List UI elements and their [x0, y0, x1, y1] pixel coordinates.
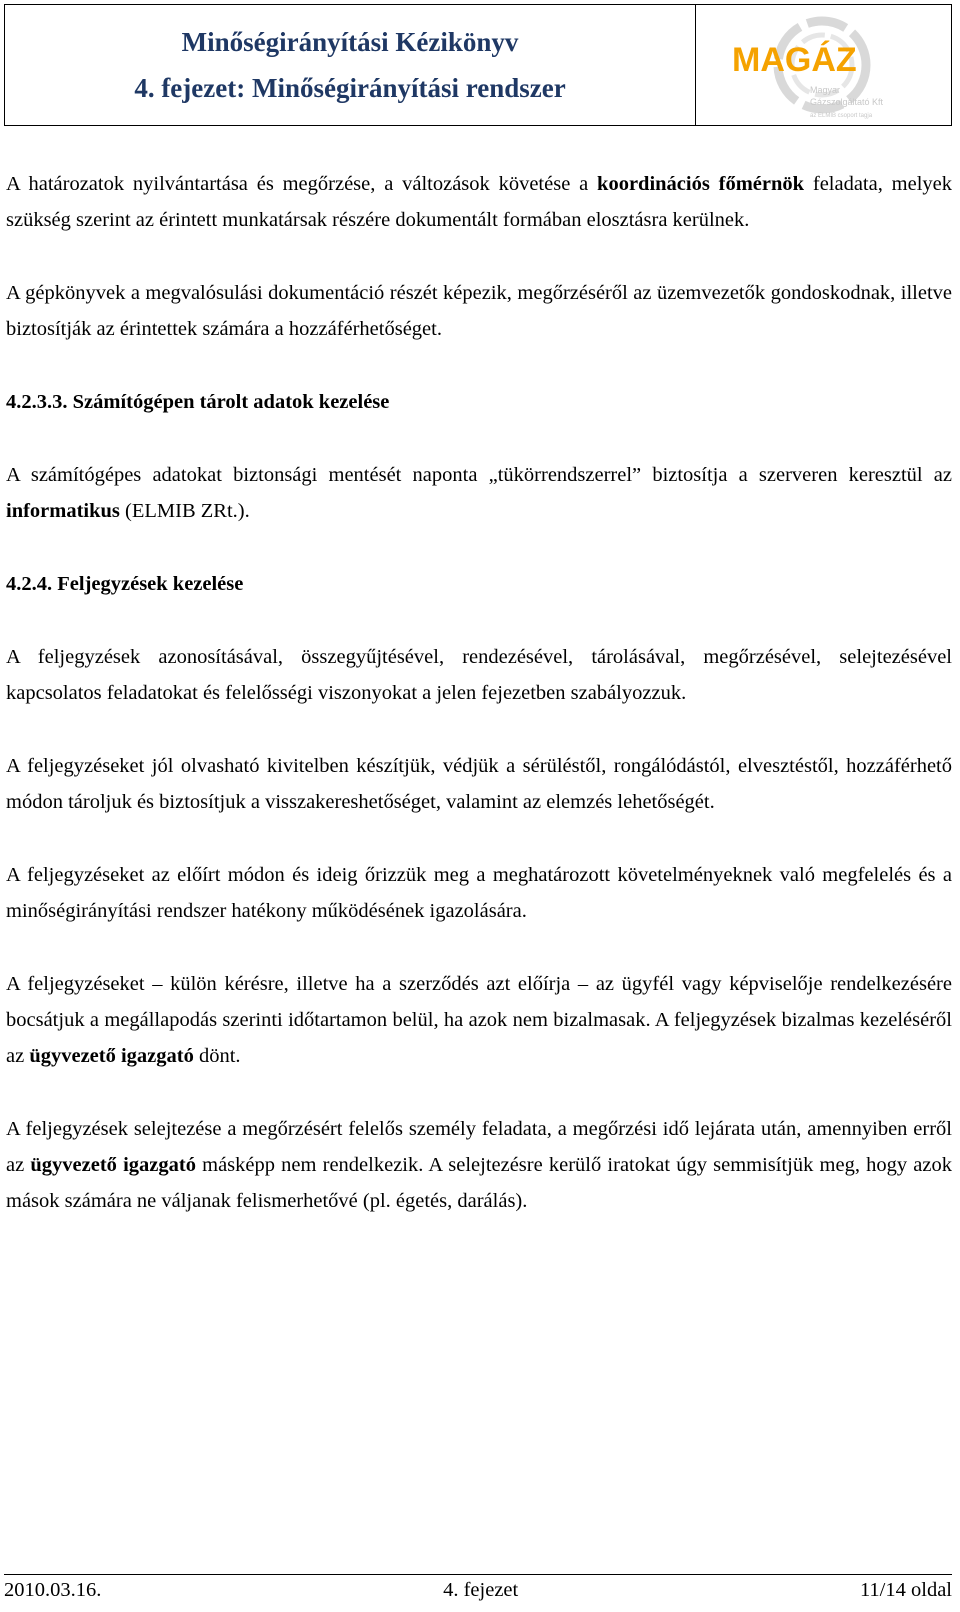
section-heading-records: 4.2.4. Feljegyzések kezelése [6, 573, 244, 595]
logo-wordmark: MAGÁZ [732, 41, 857, 79]
document-title: Minőségirányítási Kézikönyv [181, 27, 519, 57]
section-heading-computer-data: 4.2.3.3. Számítógépen tárolt adatok kezelése [6, 391, 390, 413]
paragraph-records-readable: A feljegyzéseket jól olvasható kivitelben készítjük, védjük a sérüléstől, rongálódástól, elvesztéstől, hozzáférhető módon tároljuk és biztosítjuk a visszakereshetőséget, valamint az elemzés lehetőségét. [6, 755, 952, 813]
role-managing-director-2: ügyvezető igazgató [30, 1154, 196, 1176]
header-titles [5, 5, 696, 125]
role-it-specialist: informatikus [6, 500, 120, 522]
company-logo [696, 5, 951, 125]
footer-date: 2010.03.16. [4, 1579, 102, 1601]
page-header [4, 4, 952, 126]
chapter-title: 4. fejezet: Minőségirányítási rendszer [134, 73, 566, 103]
footer-page-number: 11/14 oldal [859, 1579, 952, 1601]
paragraph-records-retention: A feljegyzéseket az előírt módon és ideig őrizzük meg a meghatározott követelményeknek való megfelelés és a minőségirányítási rendszer hatékony működésének igazolására. [6, 864, 952, 922]
role-coordination-engineer: koordinációs főmérnök [597, 173, 805, 195]
paragraph-records-tasks: A feljegyzések azonosításával, összegyűjtésével, rendezésével, tárolásával, megőrzésével, selejtezésével kapcsolatos feladatokat és felelősségi viszonyokat a jelen fejezetben szabályozzuk. [6, 646, 952, 704]
role-managing-director: ügyvezető igazgató [29, 1045, 194, 1067]
logo-line-1: Magyar [810, 85, 841, 95]
paragraph-computer-backup: A számítógépes adatokat biztonsági mentését naponta „tükörrendszerrel” biztosítja a szerveren keresztül az informatikus (ELMIB ZRt.). [6, 464, 952, 522]
page-footer [4, 1574, 952, 1605]
logo-line-2: Gázszolgáltató Kft [810, 97, 884, 107]
magaz-logo-image [726, 11, 926, 123]
paragraph-records-disposal: A feljegyzések selejtezése a megőrzésért felelős személy feladata, a megőrzési idő lejárata után, amennyiben erről az ügyvezető igazgató másképp nem rendelkezik. A selejtezésre kerülő iratokat úgy semmisítjük meg, hogy azok mások számára ne váljanak felismerhetővé (pl. égetés, darálás). [6, 1118, 952, 1212]
paragraph-records-client-access: A feljegyzéseket – külön kérésre, illetve ha a szerződés azt előírja – az ügyfél vagy képviselője rendelkezésére bocsátjuk a megállapodás szerinti időtartamon belül, ha azok nem bizalmasak. A feljegyzések bizalmas kezeléséről az ügyvezető igazgató dönt. [6, 973, 952, 1067]
page-body [6, 166, 952, 1256]
footer-chapter: 4. fejezet [443, 1579, 519, 1601]
paragraph-machine-books: A gépkönyvek a megvalósulási dokumentáció részét képezik, megőrzéséről az üzemvezetők gondoskodnak, illetve biztosítják az érintettek számára a hozzáférhetőséget. [6, 282, 952, 340]
logo-line-3: az ELMIB csoport tagja [810, 113, 873, 119]
paragraph-records-decisions: A határozatok nyilvántartása és megőrzése, a változások követése a koordinációs főmérnök feladata, melyek szükség szerint az érintett munkatársak részére dokumentált formában elosztásra kerülnek. [6, 173, 953, 231]
